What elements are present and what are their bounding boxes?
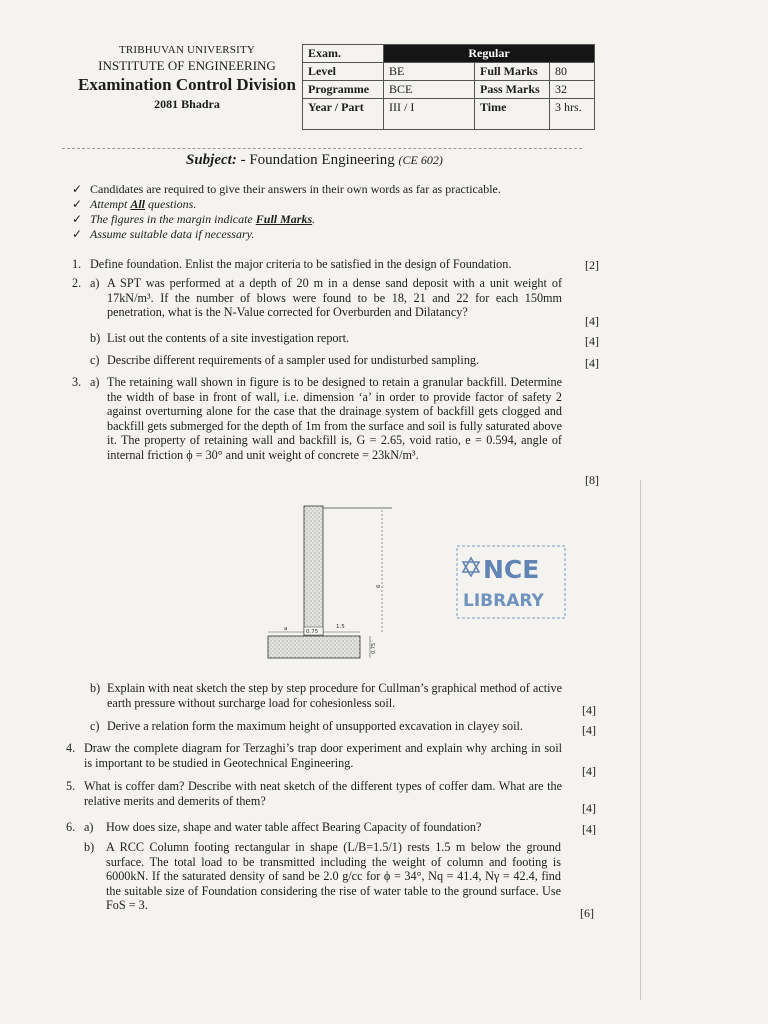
year-part-label: Year / Part [303, 99, 384, 130]
subject-name: - Foundation Engineering [240, 152, 395, 168]
exam-value: Regular [384, 45, 595, 63]
pass-marks-label: Pass Marks [475, 81, 550, 99]
question-number: 3. [72, 375, 82, 389]
divider [62, 148, 582, 149]
instruction-part: . [312, 212, 316, 226]
subject-code: (CE 602) [398, 153, 443, 167]
exam-session: 2081 Bhadra [154, 97, 220, 111]
question-marks: [4] [582, 764, 596, 778]
exam-label: Exam. [303, 45, 384, 63]
subquestion-label: b) [90, 331, 101, 345]
question-text: Describe different requirements of a sampler used for undisturbed sampling. [107, 353, 480, 367]
instruction-text [90, 197, 196, 212]
wall-base [268, 636, 360, 658]
full-marks-value: 80 [550, 63, 595, 81]
question-marks: [4] [582, 703, 596, 717]
instructions [72, 182, 501, 242]
year-part-value: III / I [384, 99, 475, 130]
question-number: 2. [72, 276, 82, 290]
division-name: Examination Control Division [78, 75, 296, 94]
checkmark-icon: ✓ [72, 197, 83, 211]
question-text: How does size, shape and water table affect Bearing Capacity of foundation? [106, 820, 482, 834]
question-marks: [4] [585, 356, 599, 370]
subject-label: Subject: [186, 152, 237, 168]
instruction-part: questions. [145, 197, 197, 211]
programme-label: Programme [303, 81, 384, 99]
header-institution [62, 44, 312, 112]
question-text: Define foundation. Enlist the major criteria to be satisfied in the design of Foundation. [90, 257, 512, 271]
instruction-text: Assume suitable data if necessary. [90, 227, 255, 241]
subquestion-label: a) [90, 375, 100, 389]
question-marks: [4] [582, 822, 596, 836]
question-text: What is coffer dam? Describe with neat sketch of the different types of coffer dam. What are the relative merits and demerits of them? [84, 779, 562, 808]
question-number: 6. [66, 820, 76, 834]
checkmark-icon: ✓ [72, 212, 83, 226]
instruction-text [90, 212, 315, 227]
stamp-subtitle: LIBRARY [463, 591, 544, 611]
university-name: TRIBHUVAN UNIVERSITY [118, 44, 256, 56]
subject-line [186, 152, 443, 169]
question-number: 1. [72, 257, 82, 271]
question-number: 4. [66, 741, 76, 755]
question-marks: [4] [582, 801, 596, 815]
subquestion-label: b) [84, 840, 95, 854]
dim-stem-label: 0.75 [306, 629, 319, 635]
instruction-item [72, 227, 501, 242]
question-number: 5. [66, 779, 76, 793]
programme-value: BCE [384, 81, 475, 99]
instruction-item [72, 212, 501, 227]
instruction-part: Attempt [90, 197, 131, 211]
checkmark-icon: ✓ [72, 182, 83, 196]
dim-height-label: 6 [376, 584, 382, 588]
question-text: List out the contents of a site investigation report. [107, 331, 350, 345]
stamp-title: NCE [483, 555, 540, 584]
question-text: Explain with neat sketch the step by step procedure for Cullman’s graphical method of active earth pressure without surcharge load for cohesionless soil. [107, 681, 562, 710]
subquestion-label: c) [90, 353, 100, 367]
question-marks: [4] [582, 723, 596, 737]
question-text: The retaining wall shown in figure is to be designed to retain a granular backfill. Determine the width of base in front of wall, i.e. dimension ‘a’ in order to provide factor of safety 2 against overturning alone for the case that the drainage system of backfill gets clogged and backfill gets submerged for the depth of 1m from the surface and soil is fully saturated above it. The property of retaining wall and backfill is, G = 2.65, void ratio, e = 0.594, angle of internal friction ϕ = 30° and unit weight of concrete = 23kN/m³. [107, 375, 562, 462]
question-marks: [6] [580, 906, 594, 920]
subquestion-label: c) [90, 719, 100, 733]
question-text: Draw the complete diagram for Terzaghi’s trap door experiment and explain why arching in soil is important to be studied in Geotechnical Engineering. [84, 741, 562, 770]
exam-info-table [302, 44, 595, 130]
subquestion-label: a) [84, 820, 94, 834]
wall-stem [304, 506, 323, 636]
level-value: BE [384, 63, 475, 81]
question-text: A RCC Column footing rectangular in shape (L/B=1.5/1) rests 1.5 m below the ground surface. The total load to be transmitted including the weight of column and footing is 6000kN. If the saturated density of sand be 2.0 g/cc for ϕ = 34°, Nq = 41.4, Nγ = 42.4, find the suitable size of Foundation considering the rise of water table to the ground surface. Use FoS = 3. [106, 840, 561, 912]
time-value: 3 hrs. [550, 99, 595, 130]
pass-marks-value: 32 [550, 81, 595, 99]
instruction-text: Candidates are required to give their answers in their own words as far as practicable. [90, 182, 501, 196]
subquestion-label: a) [90, 276, 100, 290]
institute-name: INSTITUTE OF ENGINEERING [98, 58, 276, 73]
page-edge [640, 480, 641, 1000]
library-stamp [455, 544, 567, 620]
time-label: Time [475, 99, 550, 130]
question-marks: [2] [585, 258, 599, 272]
question-text: Derive a relation form the maximum height of unsupported excavation in clayey soil. [107, 719, 523, 733]
retaining-wall-figure [262, 500, 412, 670]
full-marks-label: Full Marks [475, 63, 550, 81]
instruction-emphasis: Full Marks [255, 212, 313, 226]
dim-base-label: 0.75 [371, 642, 377, 654]
dim-heel-label: 1.5 [336, 624, 345, 630]
subquestion-label: b) [90, 681, 101, 695]
instruction-part: The figures in the margin indicate [90, 212, 256, 226]
question-marks: [8] [585, 473, 599, 487]
question-marks: [4] [585, 334, 599, 348]
level-label: Level [303, 63, 384, 81]
instruction-item [72, 182, 501, 197]
instruction-emphasis: All [130, 197, 145, 211]
checkmark-icon: ✓ [72, 227, 83, 241]
question-marks: [4] [585, 314, 599, 328]
star-logo-icon [463, 558, 479, 576]
question-text: A SPT was performed at a depth of 20 m in a dense sand deposit with a unit weight of 17kN/m³. If the number of blows were found to be 18, 21 and 22 for each 150mm penetration, what is the N-Value corrected for Overburden and Dilatancy? [107, 276, 562, 319]
instruction-item [72, 197, 501, 212]
dim-a-label: a [284, 626, 288, 632]
